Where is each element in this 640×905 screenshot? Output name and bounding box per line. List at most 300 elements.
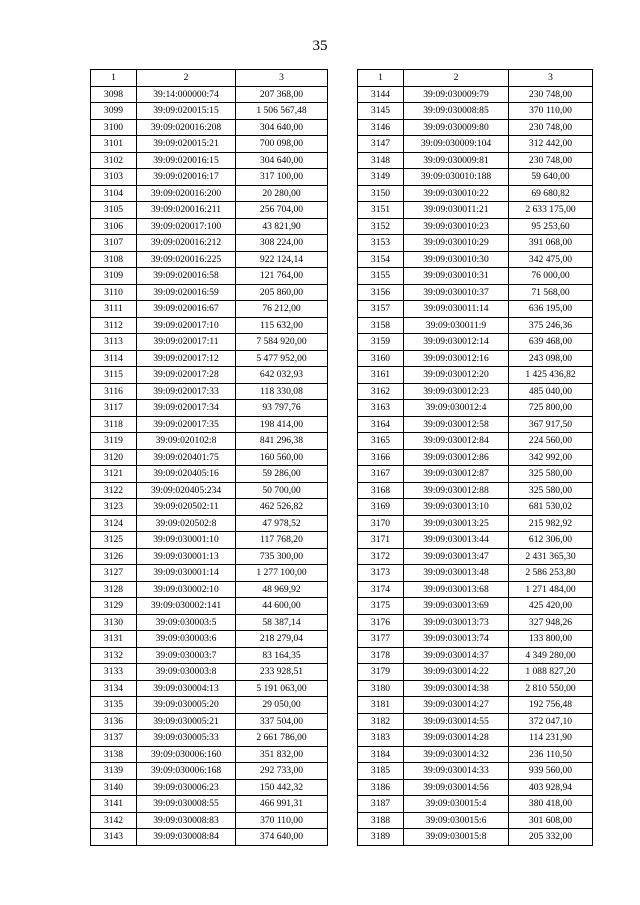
cadastral-number-cell: 39:09:020016:67 (137, 301, 236, 318)
cadastral-number-cell: 39:09:030012:14 (404, 334, 509, 351)
cadastral-number-cell: 39:09:030014:22 (404, 664, 509, 681)
row-number-cell: 3157 (358, 301, 404, 318)
table-row (91, 763, 328, 780)
cadastral-number-cell: 39:09:020017:100 (137, 218, 236, 235)
row-number-cell: 3101 (91, 136, 137, 153)
table-header-row (358, 70, 593, 87)
table-row (91, 532, 328, 549)
value-cell: 370 110,00 (509, 103, 593, 120)
value-cell: 372 047,10 (509, 713, 593, 730)
value-cell: 29 050,00 (236, 697, 328, 714)
cadastral-number-cell: 39:09:020016:15 (137, 152, 236, 169)
row-number-cell: 3173 (358, 565, 404, 582)
cadastral-number-cell: 39:09:030012:87 (404, 466, 509, 483)
row-number-cell: 3167 (358, 466, 404, 483)
cadastral-number-cell: 39:09:020502:8 (137, 515, 236, 532)
row-number-cell: 3136 (91, 713, 137, 730)
row-number-cell: 3139 (91, 763, 137, 780)
cadastral-number-cell: 39:09:020016:200 (137, 185, 236, 202)
table-row (358, 383, 593, 400)
table-row (358, 169, 593, 186)
cadastral-number-cell: 39:09:020016:208 (137, 119, 236, 136)
row-number-cell: 3129 (91, 598, 137, 615)
page-number: 35 (312, 38, 328, 54)
table-row (358, 367, 593, 384)
row-number-cell: 3188 (358, 812, 404, 829)
cadastral-number-cell: 39:09:030013:74 (404, 631, 509, 648)
row-number-cell: 3159 (358, 334, 404, 351)
table-row (358, 334, 593, 351)
value-cell: 5 191 063,00 (236, 680, 328, 697)
row-number-cell: 3105 (91, 202, 137, 219)
value-cell: 59 286,00 (236, 466, 328, 483)
table-row (358, 713, 593, 730)
cadastral-number-cell: 39:09:030001:13 (137, 548, 236, 565)
value-cell: 207 368,00 (236, 86, 328, 103)
row-number-cell: 3110 (91, 284, 137, 301)
value-cell: 351 832,00 (236, 746, 328, 763)
table-row (91, 202, 328, 219)
value-cell: 44 600,00 (236, 598, 328, 615)
value-cell: 224 560,00 (509, 433, 593, 450)
value-cell: 485 040,00 (509, 383, 593, 400)
table-row (358, 433, 593, 450)
row-number-cell: 3107 (91, 235, 137, 252)
table-row (358, 548, 593, 565)
cadastral-number-cell: 39:09:030003:6 (137, 631, 236, 648)
value-cell: 308 224,00 (236, 235, 328, 252)
table-row (91, 268, 328, 285)
row-number-cell: 3123 (91, 499, 137, 516)
value-cell: 374 640,00 (236, 829, 328, 846)
table-row (358, 400, 593, 417)
table-row (91, 367, 328, 384)
value-cell: 205 860,00 (236, 284, 328, 301)
table-row (358, 730, 593, 747)
table-row (358, 103, 593, 120)
row-number-cell: 3155 (358, 268, 404, 285)
table-row (91, 400, 328, 417)
cadastral-number-cell: 39:09:030006:160 (137, 746, 236, 763)
cadastral-number-cell: 39:09:030001:14 (137, 565, 236, 582)
value-cell: 133 800,00 (509, 631, 593, 648)
value-cell: 375 246,36 (509, 317, 593, 334)
row-number-cell: 3138 (91, 746, 137, 763)
value-cell: 841 296,38 (236, 433, 328, 450)
row-number-cell: 3158 (358, 317, 404, 334)
row-number-cell: 3182 (358, 713, 404, 730)
value-cell: 2 586 253,80 (509, 565, 593, 582)
cadastral-number-cell: 39:09:020017:34 (137, 400, 236, 417)
cadastral-number-cell: 39:09:030012:16 (404, 350, 509, 367)
table-row (358, 763, 593, 780)
value-cell: 7 584 920,00 (236, 334, 328, 351)
table-row (91, 383, 328, 400)
table-row (91, 713, 328, 730)
row-number-cell: 3145 (358, 103, 404, 120)
row-number-cell: 3142 (91, 812, 137, 829)
value-cell: 76 000,00 (509, 268, 593, 285)
cadastral-number-cell: 39:09:030011:14 (404, 301, 509, 318)
row-number-cell: 3161 (358, 367, 404, 384)
cadastral-number-cell: 39:09:030006:168 (137, 763, 236, 780)
cadastral-number-cell: 39:09:020017:35 (137, 416, 236, 433)
row-number-cell: 3170 (358, 515, 404, 532)
value-cell: 114 231,90 (509, 730, 593, 747)
row-number-cell: 3186 (358, 779, 404, 796)
value-cell: 69 680,82 (509, 185, 593, 202)
table-row (91, 416, 328, 433)
row-number-cell: 3177 (358, 631, 404, 648)
cadastral-number-cell: 39:09:030015:8 (404, 829, 509, 846)
row-number-cell: 3103 (91, 169, 137, 186)
cadastral-number-cell: 39:09:030008:84 (137, 829, 236, 846)
cadastral-number-cell: 39:09:030009:81 (404, 152, 509, 169)
cadastral-number-cell: 39:09:030013:73 (404, 614, 509, 631)
cadastral-number-cell: 39:09:030012:86 (404, 449, 509, 466)
cadastral-number-cell: 39:09:020015:21 (137, 136, 236, 153)
table-row (358, 499, 593, 516)
value-cell: 391 068,00 (509, 235, 593, 252)
value-cell: 1 425 436,82 (509, 367, 593, 384)
table-header-row (91, 70, 328, 87)
table-row (91, 779, 328, 796)
row-number-cell: 3128 (91, 581, 137, 598)
table-row (91, 614, 328, 631)
row-number-cell: 3171 (358, 532, 404, 549)
row-number-cell: 3119 (91, 433, 137, 450)
row-number-cell: 3168 (358, 482, 404, 499)
table-row (91, 697, 328, 714)
cadastral-number-cell: 39:09:030002:141 (137, 598, 236, 615)
table-row (358, 779, 593, 796)
cadastral-number-cell: 39:09:020016:59 (137, 284, 236, 301)
cadastral-number-cell: 39:09:030010:30 (404, 251, 509, 268)
value-cell: 1 506 567,48 (236, 103, 328, 120)
cadastral-number-cell: 39:09:030013:44 (404, 532, 509, 549)
value-cell: 462 526,82 (236, 499, 328, 516)
value-cell: 403 928,94 (509, 779, 593, 796)
table-row (358, 301, 593, 318)
value-cell: 230 748,00 (509, 152, 593, 169)
cadastral-number-cell: 39:09:030012:20 (404, 367, 509, 384)
row-number-cell: 3111 (91, 301, 137, 318)
header-cell-cadastral: 2 (137, 70, 236, 87)
table-row (91, 136, 328, 153)
table-row (358, 796, 593, 813)
row-number-cell: 3116 (91, 383, 137, 400)
cadastral-number-cell: 39:09:030005:33 (137, 730, 236, 747)
row-number-cell: 3183 (358, 730, 404, 747)
table-row (358, 86, 593, 103)
table-row (358, 284, 593, 301)
table-row (358, 515, 593, 532)
row-number-cell: 3147 (358, 136, 404, 153)
cadastral-number-cell: 39:09:030004:13 (137, 680, 236, 697)
row-number-cell: 3169 (358, 499, 404, 516)
cadastral-number-cell: 39:09:030003:5 (137, 614, 236, 631)
row-number-cell: 3162 (358, 383, 404, 400)
value-cell: 93 797,76 (236, 400, 328, 417)
value-cell: 50 700,00 (236, 482, 328, 499)
value-cell: 71 568,00 (509, 284, 593, 301)
table-row (358, 119, 593, 136)
cadastral-number-cell: 39:14:000000:74 (137, 86, 236, 103)
value-cell: 218 279,04 (236, 631, 328, 648)
value-cell: 367 917,50 (509, 416, 593, 433)
row-number-cell: 3114 (91, 350, 137, 367)
cadastral-number-cell: 39:09:030013:68 (404, 581, 509, 598)
value-cell: 325 580,00 (509, 482, 593, 499)
value-cell: 2 810 550,00 (509, 680, 593, 697)
cadastral-number-cell: 39:09:030003:8 (137, 664, 236, 681)
cadastral-number-cell: 39:09:030010:188 (404, 169, 509, 186)
table-row (91, 350, 328, 367)
row-number-cell: 3134 (91, 680, 137, 697)
table-row (358, 482, 593, 499)
cadastral-number-cell: 39:09:030013:25 (404, 515, 509, 532)
cadastral-number-cell: 39:09:020017:11 (137, 334, 236, 351)
cadastral-number-cell: 39:09:020405:16 (137, 466, 236, 483)
value-cell: 380 418,00 (509, 796, 593, 813)
cadastral-number-cell: 39:09:030010:37 (404, 284, 509, 301)
cadastral-number-cell: 39:09:020102:8 (137, 433, 236, 450)
table-row (91, 301, 328, 318)
cadastral-number-cell: 39:09:020401:75 (137, 449, 236, 466)
table-row (91, 680, 328, 697)
value-cell: 117 768,20 (236, 532, 328, 549)
value-cell: 312 442,00 (509, 136, 593, 153)
cadastral-number-cell: 39:09:030014:28 (404, 730, 509, 747)
value-cell: 2 633 175,00 (509, 202, 593, 219)
value-cell: 301 608,00 (509, 812, 593, 829)
value-cell: 205 332,00 (509, 829, 593, 846)
row-number-cell: 3099 (91, 103, 137, 120)
table-row (91, 796, 328, 813)
row-number-cell: 3126 (91, 548, 137, 565)
cadastral-number-cell: 39:09:030010:22 (404, 185, 509, 202)
table-row (358, 532, 593, 549)
value-cell: 681 530,02 (509, 499, 593, 516)
table-row (91, 86, 328, 103)
table-row (91, 829, 328, 846)
value-cell: 1 088 827,20 (509, 664, 593, 681)
row-number-cell: 3132 (91, 647, 137, 664)
cadastral-number-cell: 39:09:020016:17 (137, 169, 236, 186)
value-cell: 121 764,00 (236, 268, 328, 285)
table-row (358, 598, 593, 615)
cadastral-number-cell: 39:09:030003:7 (137, 647, 236, 664)
table-row (91, 631, 328, 648)
cadastral-number-cell: 39:09:030006:23 (137, 779, 236, 796)
table-row (91, 169, 328, 186)
cadastral-number-cell: 39:09:030005:20 (137, 697, 236, 714)
cadastral-number-cell: 39:09:030012:58 (404, 416, 509, 433)
table-row (91, 482, 328, 499)
value-cell: 700 098,00 (236, 136, 328, 153)
row-number-cell: 3120 (91, 449, 137, 466)
value-cell: 425 420,00 (509, 598, 593, 615)
row-number-cell: 3135 (91, 697, 137, 714)
table-row (91, 598, 328, 615)
row-number-cell: 3154 (358, 251, 404, 268)
value-cell: 612 306,00 (509, 532, 593, 549)
cadastral-number-cell: 39:09:020015:15 (137, 103, 236, 120)
table-row (91, 433, 328, 450)
cadastral-number-cell: 39:09:020017:10 (137, 317, 236, 334)
value-cell: 325 580,00 (509, 466, 593, 483)
table-row (91, 466, 328, 483)
cadastral-number-cell: 39:09:030014:55 (404, 713, 509, 730)
table-row (358, 449, 593, 466)
row-number-cell: 3151 (358, 202, 404, 219)
table-row (91, 581, 328, 598)
value-cell: 327 948,26 (509, 614, 593, 631)
cadastral-number-cell: 39:09:030001:10 (137, 532, 236, 549)
table-row (358, 647, 593, 664)
cadastral-number-cell: 39:09:020405:234 (137, 482, 236, 499)
cadastral-number-cell: 39:09:030005:21 (137, 713, 236, 730)
value-cell: 76 212,00 (236, 301, 328, 318)
value-cell: 735 300,00 (236, 548, 328, 565)
value-cell: 236 110,50 (509, 746, 593, 763)
table-row (91, 185, 328, 202)
row-number-cell: 3150 (358, 185, 404, 202)
row-number-cell: 3187 (358, 796, 404, 813)
table-row (358, 697, 593, 714)
row-number-cell: 3184 (358, 746, 404, 763)
value-cell: 118 330,08 (236, 383, 328, 400)
value-cell: 4 349 280,00 (509, 647, 593, 664)
table-row (91, 334, 328, 351)
value-cell: 1 271 484,00 (509, 581, 593, 598)
cadastral-number-cell: 39:09:030014:37 (404, 647, 509, 664)
table-row (91, 284, 328, 301)
table-row (91, 548, 328, 565)
row-number-cell: 3109 (91, 268, 137, 285)
table-row (358, 416, 593, 433)
value-cell: 642 032,93 (236, 367, 328, 384)
value-cell: 59 640,00 (509, 169, 593, 186)
cadastral-number-cell: 39:09:030010:29 (404, 235, 509, 252)
cadastral-number-cell: 39:09:030008:83 (137, 812, 236, 829)
value-cell: 256 704,00 (236, 202, 328, 219)
value-cell: 342 992,00 (509, 449, 593, 466)
row-number-cell: 3180 (358, 680, 404, 697)
table-row (91, 664, 328, 681)
row-number-cell: 3125 (91, 532, 137, 549)
register-table-left (90, 69, 328, 846)
row-number-cell: 3172 (358, 548, 404, 565)
table-row (358, 152, 593, 169)
header-cell-number: 1 (91, 70, 137, 87)
table-row (358, 746, 593, 763)
value-cell: 160 560,00 (236, 449, 328, 466)
row-number-cell: 3149 (358, 169, 404, 186)
cadastral-number-cell: 39:09:030014:38 (404, 680, 509, 697)
table-row (358, 268, 593, 285)
value-cell: 243 098,00 (509, 350, 593, 367)
cadastral-number-cell: 39:09:030013:69 (404, 598, 509, 615)
cadastral-number-cell: 39:09:030013:10 (404, 499, 509, 516)
table-row (91, 515, 328, 532)
value-cell: 922 124,14 (236, 251, 328, 268)
row-number-cell: 3178 (358, 647, 404, 664)
value-cell: 215 982,92 (509, 515, 593, 532)
value-cell: 636 195,00 (509, 301, 593, 318)
row-number-cell: 3164 (358, 416, 404, 433)
value-cell: 230 748,00 (509, 119, 593, 136)
row-number-cell: 3166 (358, 449, 404, 466)
table-row (91, 119, 328, 136)
cadastral-number-cell: 39:09:030012:23 (404, 383, 509, 400)
table-row (358, 680, 593, 697)
table-row (91, 251, 328, 268)
value-cell: 725 800,00 (509, 400, 593, 417)
cadastral-number-cell: 39:09:030012:4 (404, 400, 509, 417)
cadastral-number-cell: 39:09:020017:28 (137, 367, 236, 384)
table-row (358, 136, 593, 153)
header-cell-number: 1 (358, 70, 404, 87)
cadastral-number-cell: 39:09:030008:55 (137, 796, 236, 813)
row-number-cell: 3098 (91, 86, 137, 103)
row-number-cell: 3156 (358, 284, 404, 301)
row-number-cell: 3115 (91, 367, 137, 384)
row-number-cell: 3174 (358, 581, 404, 598)
cadastral-number-cell: 39:09:030013:48 (404, 565, 509, 582)
table-row (358, 218, 593, 235)
cadastral-number-cell: 39:09:030010:23 (404, 218, 509, 235)
table-row (358, 202, 593, 219)
value-cell: 83 164,35 (236, 647, 328, 664)
value-cell: 317 100,00 (236, 169, 328, 186)
value-cell: 639 468,00 (509, 334, 593, 351)
row-number-cell: 3130 (91, 614, 137, 631)
table-row (358, 565, 593, 582)
table-row (358, 185, 593, 202)
table-row (91, 103, 328, 120)
value-cell: 304 640,00 (236, 152, 328, 169)
value-cell: 233 928,51 (236, 664, 328, 681)
header-cell-value: 3 (509, 70, 593, 87)
cadastral-number-cell: 39:09:030014:33 (404, 763, 509, 780)
cadastral-number-cell: 39:09:030012:84 (404, 433, 509, 450)
table-row (358, 614, 593, 631)
row-number-cell: 3165 (358, 433, 404, 450)
table-row (91, 730, 328, 747)
cadastral-number-cell: 39:09:030011:9 (404, 317, 509, 334)
row-number-cell: 3160 (358, 350, 404, 367)
table-row (91, 152, 328, 169)
cadastral-number-cell: 39:09:030015:4 (404, 796, 509, 813)
cadastral-number-cell: 39:09:020016:225 (137, 251, 236, 268)
cadastral-number-cell: 39:09:030014:27 (404, 697, 509, 714)
value-cell: 5 477 952,00 (236, 350, 328, 367)
value-cell: 48 969,92 (236, 581, 328, 598)
table-row (358, 350, 593, 367)
cadastral-number-cell: 39:09:030002:10 (137, 581, 236, 598)
row-number-cell: 3112 (91, 317, 137, 334)
table-row (91, 746, 328, 763)
row-number-cell: 3122 (91, 482, 137, 499)
row-number-cell: 3179 (358, 664, 404, 681)
table-row (358, 317, 593, 334)
cadastral-number-cell: 39:09:030010:31 (404, 268, 509, 285)
value-cell: 58 387,14 (236, 614, 328, 631)
row-number-cell: 3137 (91, 730, 137, 747)
cadastral-number-cell: 39:09:030015:6 (404, 812, 509, 829)
table-row (91, 317, 328, 334)
